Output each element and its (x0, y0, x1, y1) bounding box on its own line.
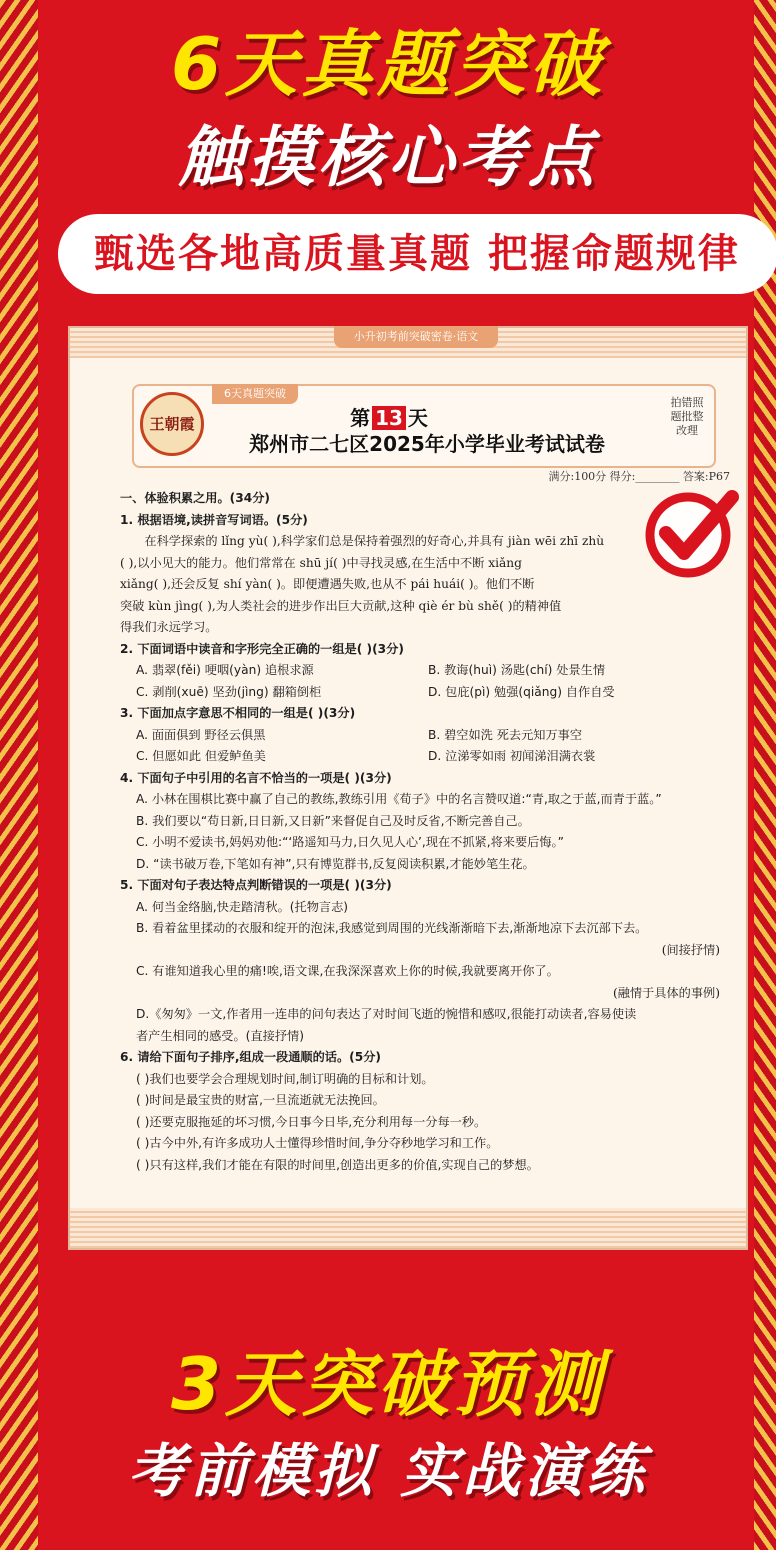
headline-bottom: 3天突破预测 (170, 1342, 606, 1426)
left-gold-stripes (0, 0, 38, 1550)
question-1: 1. 根据语境,读拼音写词语。(5分) (120, 512, 308, 527)
q6-item: ( )还要克服拖延的坏习惯,今日事今日毕,充分利用每一分每一秒。 (136, 1114, 487, 1129)
q5-option-b-note: (间接抒情) (661, 942, 720, 957)
day-label (134, 402, 644, 431)
q5-option-c: C. 有谁知道我心里的痛!唉,语文课,在我深深喜欢上你的时候,我就要离开你了。 (136, 964, 559, 978)
day-number: 13 (372, 406, 406, 430)
q3-option: C. 但愿如此 但爱鲈鱼美 (136, 749, 266, 763)
q1-line: xiǎng( ),还会反复 shí yàn( )。即便遭遇失败,也从不 pái huái( )。他们不断 (120, 577, 535, 591)
headline-top: 6天真题突破 (170, 22, 606, 106)
exam-title: 郑州市二七区2025年小学毕业考试试卷 (249, 432, 605, 456)
check-mark-icon (640, 483, 740, 583)
q3-option: A. 面面俱到 野径云俱黑 (136, 727, 266, 742)
q5-option-d-cont: 者产生相同的感受。(直接抒情) (136, 1028, 304, 1043)
q1-line: ( ),以小见大的能力。他们常常在 shū jí( )中寻找灵感,在生活中不断 xiǎng (120, 555, 522, 570)
series-tag: 6天真题突破 (212, 384, 298, 404)
q2-option: B. 教诲(huì) 汤匙(chí) 处景生情 (428, 663, 606, 677)
q6-item: ( )我们也要学会合理规划时间,制订明确的目标和计划。 (136, 1071, 434, 1086)
q4-option: D. “读书破万卷,下笔如有神”,只有博览群书,反复阅读积累,才能妙笔生花。 (136, 856, 535, 871)
q4-option: A. 小林在围棋比赛中赢了自己的教练,教练引用《荀子》中的名言赞叹道:“青,取之于蓝,而青于蓝。” (136, 792, 662, 806)
q2-option: C. 剥削(xuē) 坚劲(jìng) 翻箱倒柜 (136, 684, 322, 699)
paper-bottom-band (70, 1208, 746, 1248)
side-note: 拍错照题批整改理 (670, 396, 704, 437)
question-6: 6. 请给下面句子排序,组成一段通顺的话。(5分) (120, 1050, 381, 1064)
headline-bottom-sub: 考前模拟 实战演练 (127, 1437, 649, 1505)
question-2: 2. 下面词语中读音和字形完全正确的一组是( )(3分) (120, 641, 404, 656)
q6-item: ( )时间是最宝贵的财富,一旦流逝就无法挽回。 (136, 1093, 385, 1107)
q1-line: 突破 kùn jìng( ),为人类社会的进步作出巨大贡献,这种 qiè ér bù shě( )的精神值 (120, 598, 562, 613)
q2-option: D. 包庇(pì) 勉强(qiǎng) 自作自受 (428, 684, 615, 699)
question-4: 4. 下面句子中引用的名言不恰当的一项是( )(3分) (120, 770, 392, 785)
q1-line: 在科学探索的 lǐng yù( ),科学家们总是保持着强烈的好奇心,并具有 jiàn wēi zhī zhù (144, 534, 605, 548)
q5-option-d: D.《匆匆》一文,作者用一连串的问句表达了对时间飞逝的惋惜和感叹,很能打动读者,容易使读 (136, 1007, 637, 1021)
q3-option: B. 碧空如洗 死去元知万事空 (428, 727, 583, 742)
brand-logo: 王朝霞 (140, 392, 204, 456)
q6-item: ( )古今中外,有许多成功人士懂得珍惜时间,争分夺秒地学习和工作。 (136, 1136, 499, 1150)
question-5: 5. 下面对句子表达特点判断错误的一项是( )(3分) (120, 878, 392, 892)
q2-options-row (120, 660, 720, 682)
q2-option: A. 翡翠(fěi) 哽咽(yàn) 追根求源 (136, 663, 314, 677)
q5-option-c-note: (融情于具体的事例) (612, 985, 720, 1000)
q5-option-a: A. 何当金络脑,快走踏清秋。(托物言志) (136, 899, 349, 914)
question-3: 3. 下面加点字意思不相同的一组是( )(3分) (120, 706, 356, 720)
day-prefix: 第 (350, 406, 371, 430)
section-heading: 一、体验积累之用。(34分) (120, 491, 270, 505)
q3-options-row (120, 746, 720, 768)
series-tab: 小升初考前突破密卷·语文 (334, 326, 498, 348)
q4-option: B. 我们要以“苟日新,日日新,又日新”来督促自己及时反省,不断完善自己。 (136, 813, 530, 828)
day-suffix: 天 (407, 406, 428, 430)
q3-option: D. 泣涕零如雨 初闻涕泪满衣裳 (428, 749, 596, 763)
exam-content (120, 488, 720, 1176)
score-meta: 满分:100分 得分:________ 答案:P67 (548, 470, 730, 483)
exam-paper-preview (68, 326, 748, 1250)
slogan-pill: 甄选各地高质量真题 把握命题规律 (58, 214, 776, 294)
exam-header (132, 384, 716, 468)
q5-option-b: B. 看着盆里揉动的衣服和绽开的泡沫,我感觉到周围的光线渐渐暗下去,渐渐地凉下去沉部下去。 (136, 921, 648, 935)
q3-options-row (120, 725, 720, 747)
headline-sub: 触摸核心考点 (178, 119, 598, 196)
q2-options-row (120, 682, 720, 704)
q6-item: ( )只有这样,我们才能在有限的时间里,创造出更多的价值,实现自己的梦想。 (136, 1157, 539, 1172)
q4-option: C. 小明不爱读书,妈妈劝他:“‘路遥知马力,日久见人心’,现在不抓紧,将来要后悔。” (136, 835, 564, 849)
q1-line: 得我们永远学习。 (120, 620, 218, 634)
